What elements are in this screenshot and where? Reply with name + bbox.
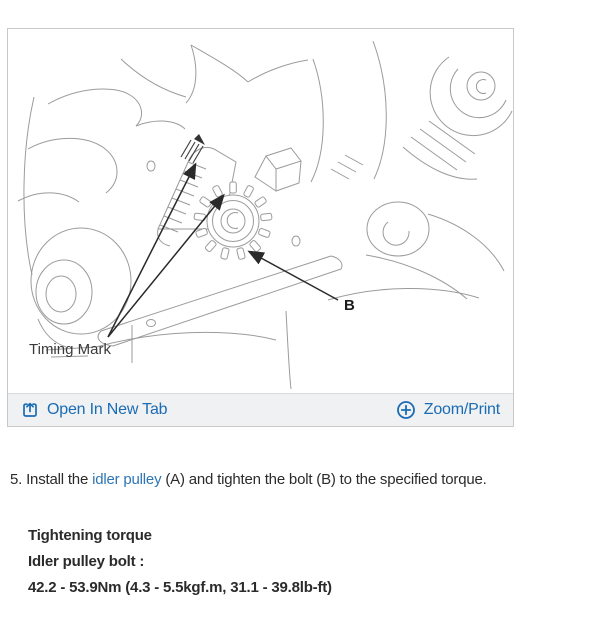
- engine-diagram-svg: [8, 29, 513, 393]
- torque-heading: Tightening torque: [28, 527, 152, 544]
- step-text-after: (A) and tighten the bolt (B) to the specified torque.: [161, 471, 487, 488]
- idler-pulley-link[interactable]: idler pulley: [92, 471, 162, 488]
- open-in-new-tab-icon: [21, 401, 39, 419]
- zoom-print-label: Zoom/Print: [423, 401, 500, 418]
- open-in-new-tab-link[interactable]: [21, 401, 167, 419]
- step-text-before: Install the: [26, 471, 93, 488]
- torque-spec-block: [28, 523, 588, 601]
- figure-toolbar: [8, 393, 513, 426]
- timing-mark-label: Timing Mark: [29, 341, 111, 358]
- open-in-new-tab-label: Open In New Tab: [47, 401, 168, 418]
- zoom-plus-icon: [396, 400, 416, 420]
- part-b-label: B: [344, 297, 355, 314]
- engine-diagram: [8, 29, 513, 393]
- torque-value: 42.2 - 53.9Nm (4.3 - 5.5kgf.m, 31.1 - 39.8lb-ft): [28, 579, 332, 596]
- instruction-step-5: [10, 470, 606, 489]
- zoom-print-link[interactable]: [396, 400, 500, 420]
- torque-item: Idler pulley bolt :: [28, 553, 145, 570]
- figure-panel: [7, 28, 514, 427]
- step-number: 5.: [10, 471, 27, 488]
